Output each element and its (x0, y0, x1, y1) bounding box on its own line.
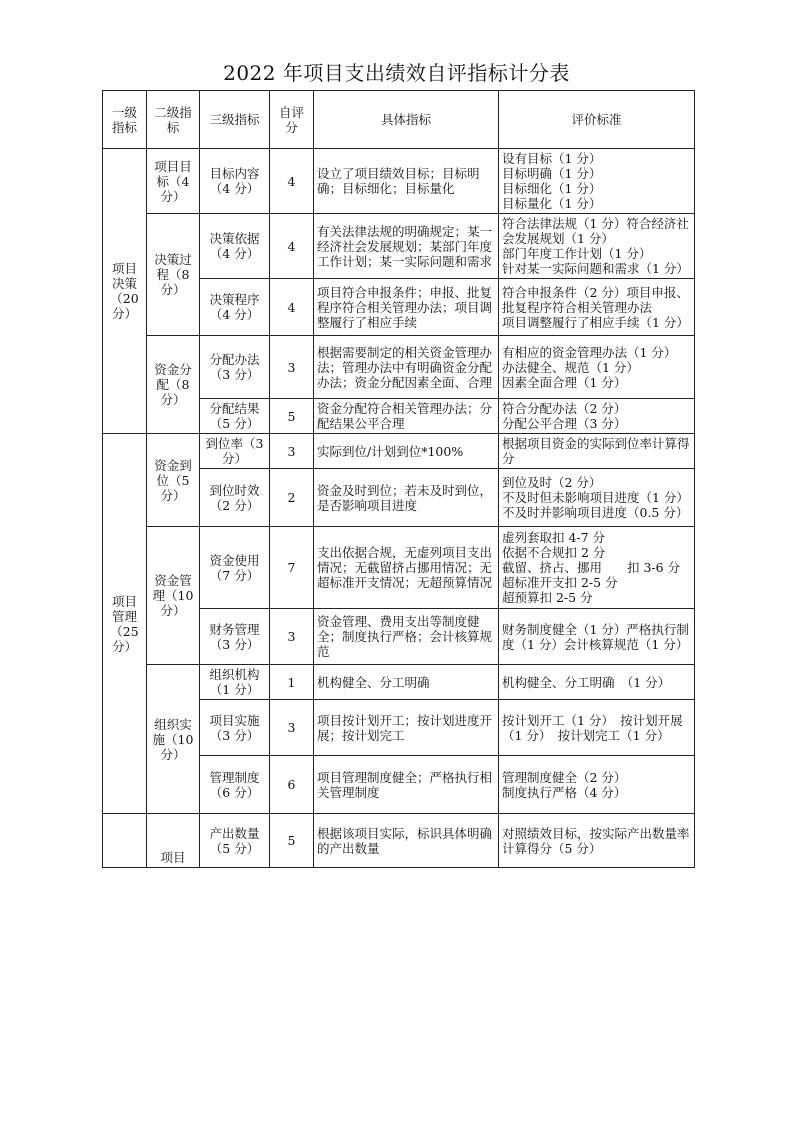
level3-cell: 决策程序（4 分） (200, 279, 270, 336)
level3-cell: 分配办法（3 分） (200, 336, 270, 399)
standard-cell: 机构健全、分工明确 （1 分） (499, 665, 695, 700)
level3-cell: 资金使用（7 分） (200, 527, 270, 609)
indicator-cell: 根据该项目实际，标识具体明确的产出数量 (314, 814, 499, 868)
standard-cell: 虚列套取扣 4-7 分 依据不合规扣 2 分 截留、挤占、挪用 扣 3-6 分 超标准开支扣 2-5 分 超预算扣 2-5 分 (499, 527, 695, 609)
indicator-cell: 实际到位/计划到位*100% (314, 434, 499, 469)
score-cell: 3 (270, 434, 314, 469)
score-cell: 4 (270, 214, 314, 279)
standard-cell: 到位及时（2 分） 不及时但未影响项目进度（1 分） 不及时并影响项目进度（0.5 分） (499, 469, 695, 527)
score-cell: 2 (270, 469, 314, 527)
level2-org: 组织实施（10分） (147, 665, 200, 814)
level2-arrival: 资金到位（5分） (147, 434, 200, 527)
score-cell: 5 (270, 814, 314, 868)
level1-output (103, 814, 147, 868)
level3-cell: 目标内容（4 分） (200, 149, 270, 214)
standard-cell: 设有目标（1 分） 目标明确（1 分） 目标细化（1 分） 目标量化（1 分） (499, 149, 695, 214)
indicator-cell: 有关法律法规的明确规定；某一经济社会发展规划；某部门年度工作计划；某一实际问题和需求 (314, 214, 499, 279)
level2-goal: 项目目标（4分） (147, 149, 200, 214)
header-level2: 二级指标 (147, 91, 200, 149)
level3-cell: 财务管理（3 分） (200, 609, 270, 665)
level3-cell: 到位时效（2 分） (200, 469, 270, 527)
score-cell: 6 (270, 756, 314, 814)
indicator-cell: 设立了项目绩效目标；目标明确；目标细化；目标量化 (314, 149, 499, 214)
standard-cell: 按计划开工（1 分） 按计划开展（1 分） 按计划完工（1 分） (499, 700, 695, 756)
level3-cell: 组织机构（1 分） (200, 665, 270, 700)
indicator-cell: 机构健全、分工明确 (314, 665, 499, 700)
header-row (103, 91, 695, 149)
table-row (103, 665, 695, 700)
level3-cell: 产出数量（5 分） (200, 814, 270, 868)
level2-allocation: 资金分配（8分） (147, 336, 200, 434)
standard-cell: 符合法律法规（1 分）符合经济社会发展规划（1 分） 部门年度工作计划（1 分） 针对某一实际问题和需求（1 分） (499, 214, 695, 279)
score-cell: 3 (270, 700, 314, 756)
table-row (103, 214, 695, 279)
score-cell: 4 (270, 279, 314, 336)
score-cell: 5 (270, 399, 314, 434)
score-table (102, 90, 695, 868)
standard-cell: 管理制度健全（2 分） 制度执行严格（4 分） (499, 756, 695, 814)
standard-cell: 根据项目资金的实际到位率计算得分 (499, 434, 695, 469)
level1-decision: 项目决策（20分） (103, 149, 147, 434)
score-cell: 3 (270, 609, 314, 665)
score-cell: 3 (270, 336, 314, 399)
level2-process: 决策过程（8分） (147, 214, 200, 336)
table-row (103, 814, 695, 868)
indicator-cell: 支出依据合规，无虚列项目支出情况；无截留挤占挪用情况；无超标准开支情况；无超预算情况 (314, 527, 499, 609)
standard-cell: 对照绩效目标，按实际产出数量率计算得分（5 分） (499, 814, 695, 868)
score-cell: 4 (270, 149, 314, 214)
score-cell: 7 (270, 527, 314, 609)
indicator-cell: 根据需要制定的相关资金管理办法；管理办法中有明确资金分配办法；资金分配因素全面、合理 (314, 336, 499, 399)
standard-cell: 有相应的资金管理办法（1 分） 办法健全、规范（1 分） 因素全面合理（1 分） (499, 336, 695, 399)
indicator-cell: 资金分配符合相关管理办法；分配结果公平合理 (314, 399, 499, 434)
table-row (103, 527, 695, 609)
level1-management: 项目管理（25分） (103, 434, 147, 814)
header-level3: 三级指标 (200, 91, 270, 149)
table-row (103, 434, 695, 469)
header-level1: 一级指标 (103, 91, 147, 149)
table-row (103, 336, 695, 399)
level3-cell: 管理制度（6 分） (200, 756, 270, 814)
level2-fund-mgmt: 资金管理（10分） (147, 527, 200, 665)
page-title: 2022 年项目支出绩效自评指标计分表 (223, 61, 570, 85)
level3-cell: 决策依据（4 分） (200, 214, 270, 279)
level3-cell: 到位率（3 分） (200, 434, 270, 469)
indicator-cell: 项目管理制度健全；严格执行相关管理制度 (314, 756, 499, 814)
indicator-cell: 资金管理、费用支出等制度健全；制度执行严格；会计核算规范 (314, 609, 499, 665)
standard-cell: 财务制度健全（1 分）严格执行制度（1 分）会计核算规范（1 分） (499, 609, 695, 665)
indicator-cell: 资金及时到位；若未及时到位，是否影响项目进度 (314, 469, 499, 527)
header-score: 自评分 (270, 91, 314, 149)
standard-cell: 符合申报条件（2 分）项目申报、批复程序符合相关管理办法 项目调整履行了相应手续（1 分） (499, 279, 695, 336)
indicator-cell: 项目符合申报条件；申报、批复程序符合相关管理办法；项目调整履行了相应手续 (314, 279, 499, 336)
standard-cell: 符合分配办法（2 分） 分配公平合理（3 分） (499, 399, 695, 434)
level3-cell: 项目实施（3 分） (200, 700, 270, 756)
header-indicator: 具体指标 (314, 91, 499, 149)
header-standard: 评价标准 (499, 91, 695, 149)
table-row (103, 149, 695, 214)
level3-cell: 分配结果（5 分） (200, 399, 270, 434)
level2-output: 项目 (147, 814, 200, 868)
indicator-cell: 项目按计划开工；按计划进度开展；按计划完工 (314, 700, 499, 756)
score-cell: 1 (270, 665, 314, 700)
